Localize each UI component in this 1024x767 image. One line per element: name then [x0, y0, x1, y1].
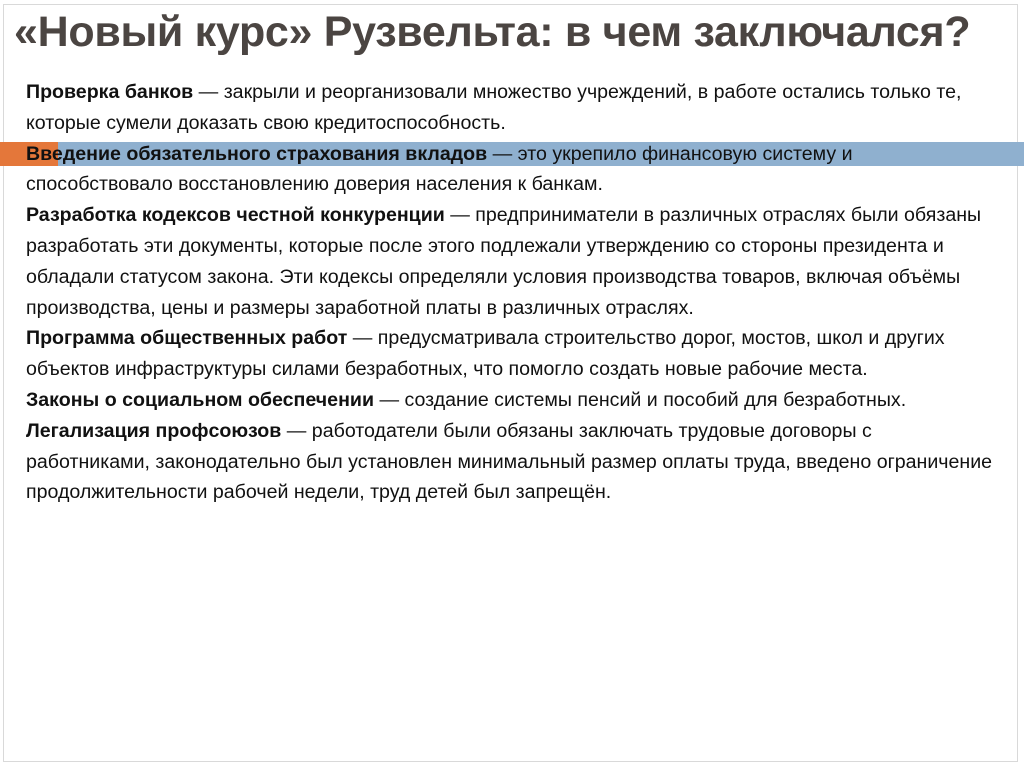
item-description: — работодатели были обязаны заключать трудовые договоры с работниками, законодательно был установлен минимальный размер оплаты труда, введено ограничение продолжительности рабочей недели, труд детей был запрещён. — [26, 419, 993, 504]
slide-body — [26, 77, 996, 508]
item-description: — закрыли и реорганизовали множество учреждений, в работе остались только те, которые сумели доказать свою кредитоспособность. — [26, 81, 962, 134]
item-term: Проверка банков — [26, 81, 194, 103]
item-term: Законы о социальном обеспечении — [26, 388, 374, 411]
list-item — [26, 416, 996, 508]
list-item — [26, 385, 996, 416]
item-term: Легализация профсоюзов — [26, 419, 282, 442]
list-item — [26, 323, 996, 385]
item-description: — это укрепило финансовую систему и способствовало восстановлению доверия населения к банкам. — [26, 142, 853, 196]
list-item — [26, 200, 996, 323]
item-description: — предприниматели в различных отраслях были обязаны разработать эти документы, которые после этого подлежали утверждению со стороны президента и обладали статусом закона. Эти кодексы определяли условия производства товаров, включая объёмы производства, цены и размеры заработной платы в различных отраслях. — [26, 204, 982, 319]
item-description: — предусматривала строительство дорог, мостов, школ и других объектов инфраструктуры силами безработных, что помогло создать новые рабочие места. — [26, 327, 945, 381]
item-term: Разработка кодексов честной конкуренции — [26, 204, 445, 227]
list-item — [26, 139, 996, 201]
slide-title: «Новый курс» Рузвельта: в чем заключался? — [14, 8, 971, 56]
item-term: Введение обязательного страхования вкладов — [26, 142, 488, 165]
list-item — [26, 77, 996, 139]
item-description: — создание системы пенсий и пособий для безработных. — [374, 388, 907, 411]
item-term: Программа общественных работ — [26, 327, 348, 350]
